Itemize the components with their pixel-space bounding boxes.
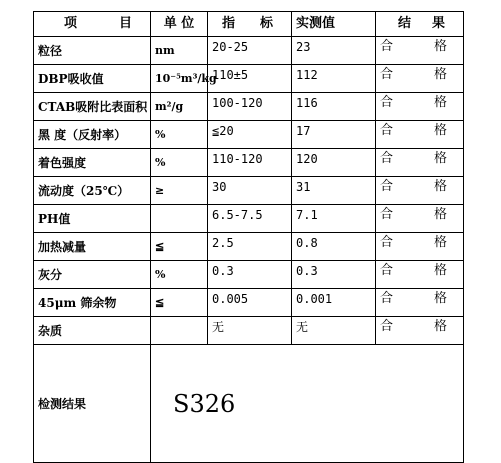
row-measured: 0.8	[292, 233, 376, 261]
row-result-char: 合	[380, 207, 394, 222]
test-report-sheet	[33, 11, 463, 424]
row-measured: 0.3	[292, 261, 376, 289]
row-result	[376, 233, 464, 261]
row-item: 灰分	[34, 261, 151, 289]
row-measured: 31	[292, 177, 376, 205]
row-measured: 0.001	[292, 289, 376, 317]
row-unit: %	[151, 149, 208, 177]
row-measured: 116	[292, 93, 376, 121]
row-result-char: 合	[380, 39, 394, 54]
row-measured: 23	[292, 37, 376, 65]
header-result: 结 果	[376, 12, 464, 37]
row-result-char: 格	[433, 207, 447, 222]
row-item: 流动度（25℃）	[34, 177, 151, 205]
table-row	[34, 233, 464, 261]
row-result	[376, 37, 464, 65]
row-item: 45μm 筛余物	[34, 289, 151, 317]
row-index: ≦20	[208, 121, 292, 149]
table-row	[34, 289, 464, 317]
row-result	[376, 177, 464, 205]
row-result-char: 格	[433, 263, 447, 278]
row-result-char: 格	[433, 123, 447, 138]
row-result-char: 合	[380, 67, 394, 82]
row-unit: 10⁻⁵m³/kg	[151, 65, 208, 93]
row-index: 100-120	[208, 93, 292, 121]
row-result-char: 合	[380, 291, 394, 306]
table-row	[34, 261, 464, 289]
row-result-char: 格	[433, 151, 447, 166]
row-item: PH值	[34, 205, 151, 233]
row-measured: 无	[292, 317, 376, 345]
row-result-char: 格	[433, 319, 447, 334]
row-result-char: 合	[380, 151, 394, 166]
row-result-char: 合	[380, 319, 394, 334]
row-unit	[151, 317, 208, 345]
row-result	[376, 93, 464, 121]
row-result-char: 格	[433, 39, 447, 54]
header-item: 项 目	[34, 12, 151, 37]
row-result	[376, 317, 464, 345]
row-item: 加热减量	[34, 233, 151, 261]
row-item: 着色强度	[34, 149, 151, 177]
row-index: 0.3	[208, 261, 292, 289]
table-header-row	[34, 12, 464, 37]
table-row	[34, 65, 464, 93]
row-unit: ≦	[151, 233, 208, 261]
row-index: 6.5-7.5	[208, 205, 292, 233]
row-measured: 112	[292, 65, 376, 93]
row-index: 2.5	[208, 233, 292, 261]
row-result-char: 合	[380, 235, 394, 250]
row-unit: m²/g	[151, 93, 208, 121]
row-result-char: 格	[433, 95, 447, 110]
test-results-table	[33, 11, 464, 463]
row-index: 20-25	[208, 37, 292, 65]
conclusion-label: 检测结果	[34, 345, 151, 463]
header-unit: 单 位	[151, 12, 208, 37]
row-unit: nm	[151, 37, 208, 65]
row-measured: 7.1	[292, 205, 376, 233]
row-result	[376, 65, 464, 93]
header-index: 指 标	[208, 12, 292, 37]
row-index: 0.005	[208, 289, 292, 317]
row-result	[376, 261, 464, 289]
table-row	[34, 149, 464, 177]
row-unit: %	[151, 261, 208, 289]
row-item: 粒径	[34, 37, 151, 65]
row-result-char: 合	[380, 263, 394, 278]
row-result	[376, 149, 464, 177]
conclusion-row	[34, 345, 464, 463]
row-index: 30	[208, 177, 292, 205]
table-row	[34, 121, 464, 149]
row-index: 无	[208, 317, 292, 345]
row-index: 110±5	[208, 65, 292, 93]
row-measured: 17	[292, 121, 376, 149]
row-result-char: 格	[433, 235, 447, 250]
row-item: CTAB吸附比表面积	[34, 93, 151, 121]
header-measured: 实测值	[292, 12, 376, 37]
row-unit: ≥	[151, 177, 208, 205]
row-result	[376, 205, 464, 233]
row-result	[376, 121, 464, 149]
row-result-char: 格	[433, 179, 447, 194]
row-result-char: 格	[433, 291, 447, 306]
row-result-char: 合	[380, 123, 394, 138]
row-unit: %	[151, 121, 208, 149]
row-result-char: 合	[380, 95, 394, 110]
row-result-char: 合	[380, 179, 394, 194]
row-item: 黑 度（反射率）	[34, 121, 151, 149]
row-index: 110-120	[208, 149, 292, 177]
conclusion-value: S326	[151, 345, 464, 463]
table-row	[34, 37, 464, 65]
table-row	[34, 317, 464, 345]
row-result	[376, 289, 464, 317]
row-measured: 120	[292, 149, 376, 177]
table-row	[34, 93, 464, 121]
table-row	[34, 205, 464, 233]
row-item: DBP吸收值	[34, 65, 151, 93]
row-unit: ≦	[151, 289, 208, 317]
table-row	[34, 177, 464, 205]
row-unit	[151, 205, 208, 233]
row-result-char: 格	[433, 67, 447, 82]
row-item: 杂质	[34, 317, 151, 345]
